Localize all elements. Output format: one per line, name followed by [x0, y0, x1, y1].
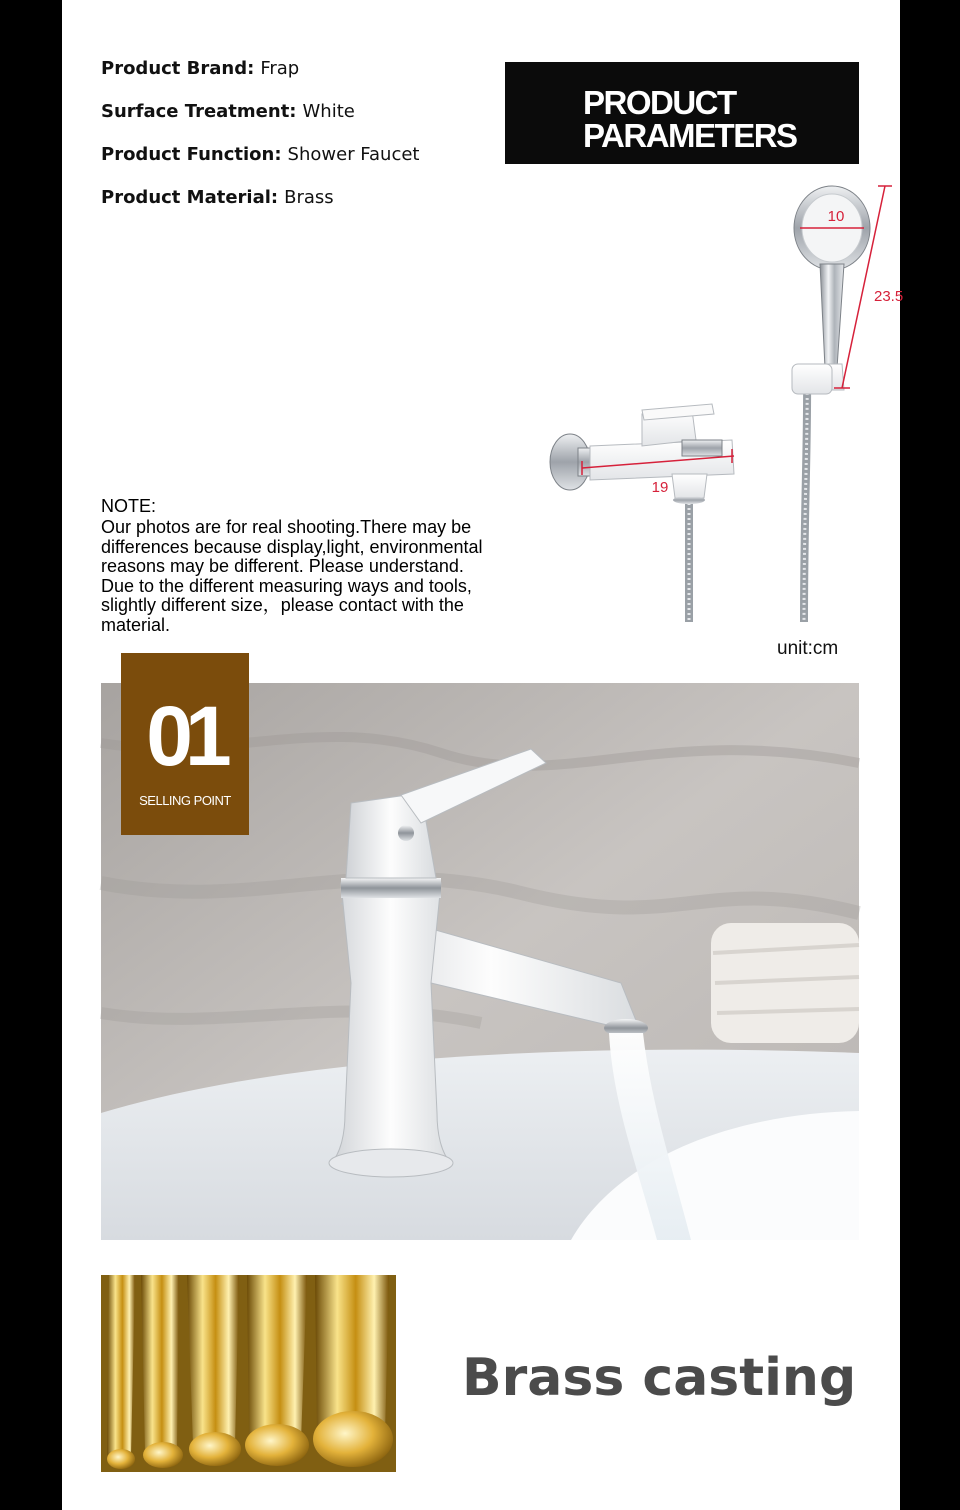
spec-separator: :	[274, 144, 282, 165]
banner-line-2: PARAMETERS	[583, 117, 797, 154]
spec-material	[101, 185, 419, 228]
dimension-head: 10	[827, 208, 845, 225]
product-parameters-banner	[505, 62, 859, 164]
towel	[711, 923, 859, 1043]
selling-point-label: SELLING POINT	[139, 793, 231, 808]
note-line: Due to the different measuring ways and tools,	[101, 575, 472, 596]
spec-separator: :	[247, 58, 255, 79]
spec-key: Surface Treatment	[101, 101, 290, 122]
spec-brand	[101, 56, 419, 99]
dimension-handle: 23.5	[874, 288, 904, 305]
spec-value: Frap	[260, 58, 300, 79]
brass-casting-title: Brass casting	[462, 1348, 857, 1408]
note-title: NOTE:	[101, 496, 157, 516]
mixer-body	[550, 404, 734, 504]
selling-point-number: 01	[146, 689, 224, 783]
spec-value: Brass	[284, 187, 334, 208]
note-line: differences because display,light, environmental	[101, 536, 483, 557]
spec-key: Product Function	[101, 144, 275, 165]
brass-rods-image	[101, 1275, 396, 1472]
spec-value: White	[302, 101, 355, 122]
unit-label: unit:cm	[777, 638, 839, 659]
shower-holder	[792, 364, 832, 394]
note-line: slightly different size，please contact with the	[101, 595, 464, 616]
spec-list	[101, 56, 419, 228]
spec-value: Shower Faucet	[287, 144, 420, 165]
selling-point-badge	[121, 653, 249, 835]
note-line: Our photos are for real shooting.There may be	[101, 517, 472, 537]
product-detail-page	[62, 0, 904, 1510]
banner-line-1: PRODUCT	[583, 84, 736, 121]
spec-separator: :	[289, 101, 297, 122]
spec-surface	[101, 99, 419, 142]
spec-key: Product Material	[101, 187, 271, 208]
dimension-body: 19	[651, 479, 669, 496]
spec-separator: :	[270, 187, 279, 208]
spec-key: Product Brand	[101, 58, 248, 79]
note-block	[101, 494, 581, 636]
note-line: reasons may be different. Please understand.	[101, 556, 464, 577]
spec-function	[101, 142, 419, 185]
note-line: material.	[101, 614, 171, 635]
